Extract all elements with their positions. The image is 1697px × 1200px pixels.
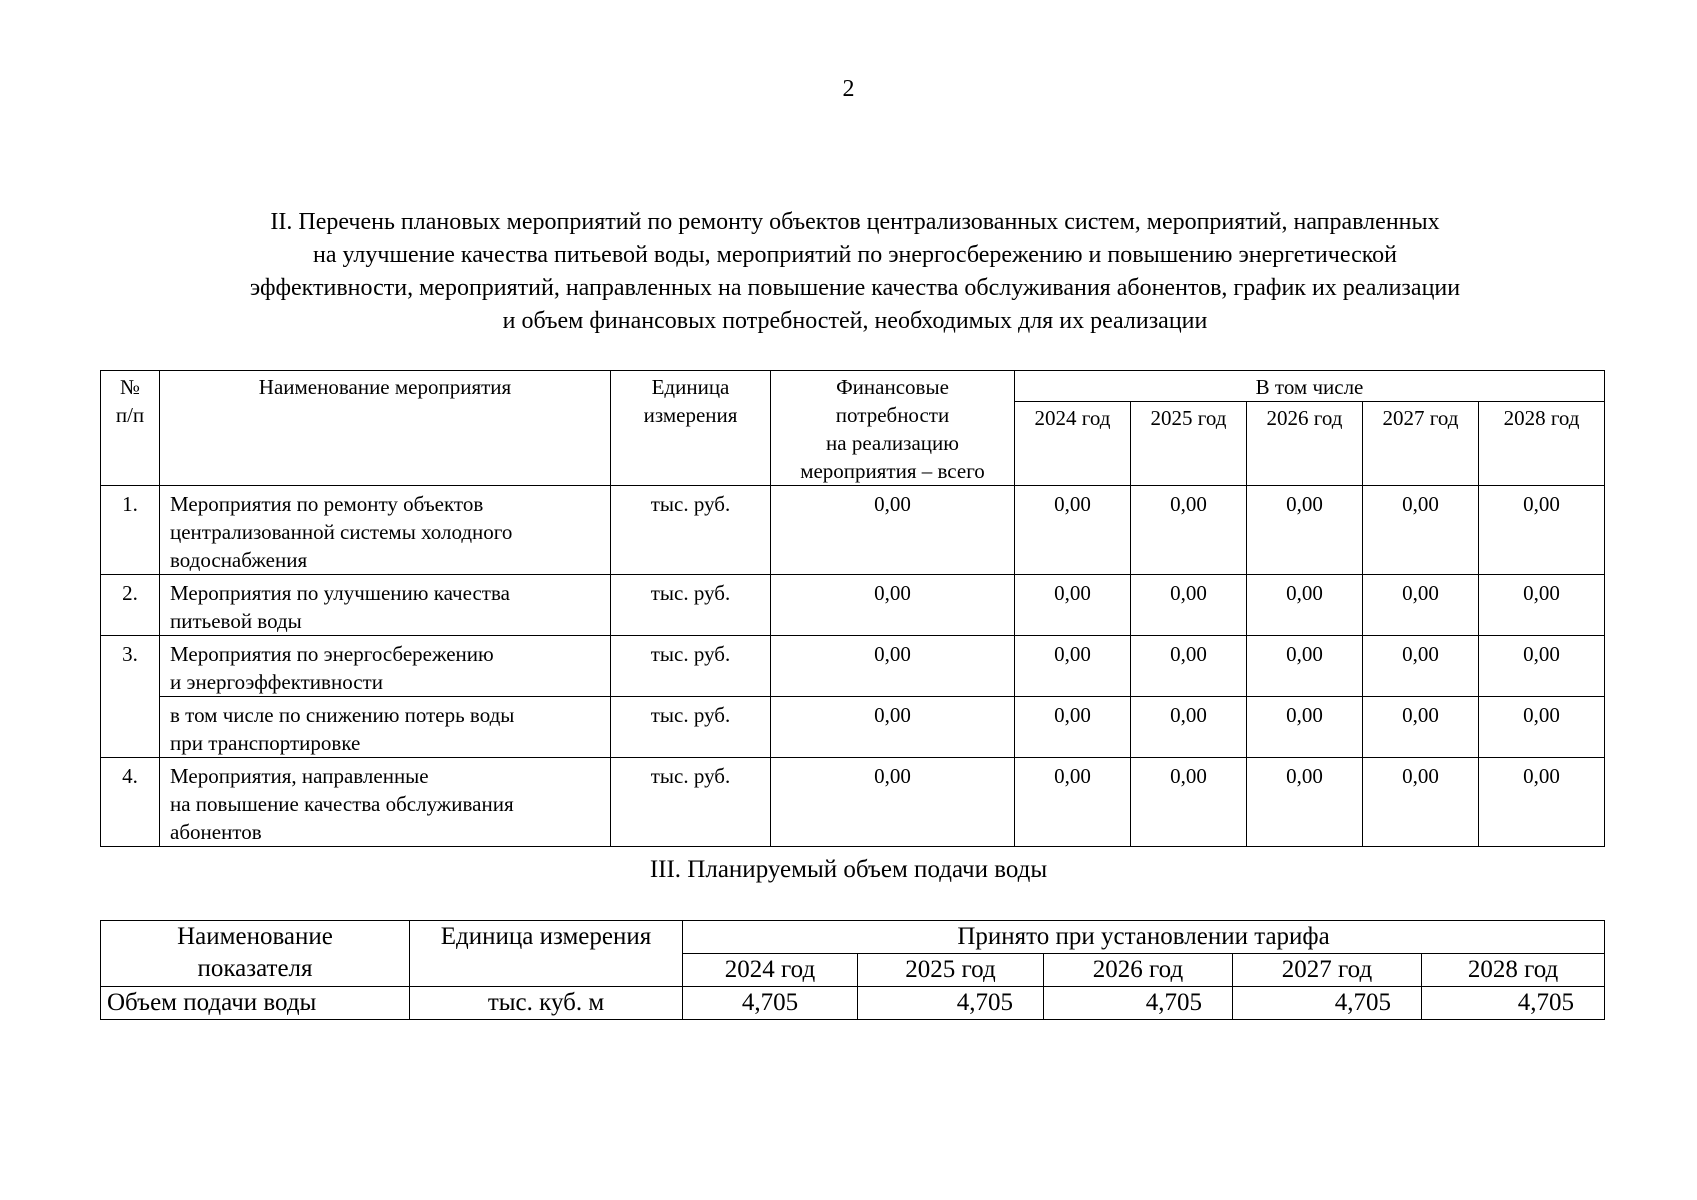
row-name	[160, 758, 611, 847]
row-year-value: 0,00	[1247, 575, 1363, 636]
header-year: 2027 год	[1233, 954, 1422, 987]
row-name-line: Мероприятия, направленные	[170, 764, 429, 788]
table-row	[101, 987, 1605, 1020]
row-num: 4.	[101, 758, 160, 847]
row-unit: тыс. руб.	[611, 486, 771, 575]
section-2-title-line: II. Перечень плановых мероприятий по ремонту объектов централизованных систем, мероприятий, направленных	[270, 209, 1440, 235]
header-year: 2026 год	[1044, 954, 1233, 987]
row-year-value: 4,705	[683, 987, 858, 1020]
header-finance-line: мероприятия – всего	[800, 459, 985, 483]
row-name-line: в том числе по снижению потерь воды	[170, 703, 515, 727]
row-num: 1.	[101, 486, 160, 575]
row-total: 0,00	[771, 758, 1015, 847]
section-3-title: III. Планируемый объем подачи воды	[649, 856, 1048, 883]
header-finance	[771, 371, 1015, 486]
header-indicator-line: Наименование	[177, 923, 333, 950]
header-name: Наименование мероприятия	[160, 371, 611, 486]
row-unit: тыс. руб.	[611, 758, 771, 847]
row-year-value: 0,00	[1363, 758, 1479, 847]
row-year-value: 0,00	[1247, 758, 1363, 847]
volume-header-row	[101, 921, 1605, 954]
row-year-value: 0,00	[1015, 758, 1131, 847]
header-finance-line: Финансовые	[836, 375, 949, 399]
header-unit	[611, 371, 771, 486]
row-name	[160, 486, 611, 575]
row-year-value: 0,00	[1363, 575, 1479, 636]
row-name-line: Мероприятия по улучшению качества	[170, 581, 510, 605]
row-year-value: 0,00	[1131, 636, 1247, 697]
header-year: 2027 год	[1363, 402, 1479, 486]
header-year: 2028 год	[1422, 954, 1605, 987]
row-total: 0,00	[771, 486, 1015, 575]
section-2-title-line: на улучшение качества питьевой воды, мероприятий по энергосбережению и повышению энергетической	[312, 242, 1398, 268]
header-unit-line: Единица	[651, 375, 730, 399]
row-year-value: 0,00	[1131, 575, 1247, 636]
header-year: 2026 год	[1247, 402, 1363, 486]
row-name-line: Мероприятия по энергосбережению	[170, 642, 494, 666]
table-row	[101, 636, 1605, 697]
header-num	[101, 371, 160, 486]
row-year-value: 0,00	[1479, 575, 1605, 636]
header-year: 2025 год	[858, 954, 1044, 987]
row-year-value: 0,00	[1363, 697, 1479, 758]
row-year-value: 4,705	[1422, 987, 1605, 1020]
row-year-value: 0,00	[1247, 486, 1363, 575]
header-unit-line: измерения	[643, 403, 738, 427]
row-name-line: при транспортировке	[170, 731, 361, 755]
header-unit: Единица измерения	[410, 921, 683, 987]
row-year-value: 4,705	[1044, 987, 1233, 1020]
row-year-value: 0,00	[1015, 486, 1131, 575]
row-name	[160, 697, 611, 758]
row-name-line: и энергоэффективности	[170, 670, 383, 694]
header-indicator	[101, 921, 410, 987]
table-row	[101, 697, 1605, 758]
row-total: 0,00	[771, 636, 1015, 697]
water-volume-table	[100, 920, 1605, 1020]
header-year: 2028 год	[1479, 402, 1605, 486]
header-num-line: п/п	[115, 403, 145, 427]
row-unit: тыс. руб.	[611, 697, 771, 758]
section-2-title-line: и объем финансовых потребностей, необходимых для их реализации	[502, 308, 1208, 334]
row-name-line: Мероприятия по ремонту объектов	[170, 492, 484, 516]
header-indicator-line: показателя	[197, 955, 313, 982]
measures-table	[100, 370, 1605, 847]
row-year-value: 0,00	[1015, 575, 1131, 636]
row-year-value: 0,00	[1363, 636, 1479, 697]
header-accepted: Принято при установлении тарифа	[683, 921, 1605, 954]
row-name-line: централизованной системы холодного	[170, 520, 513, 544]
row-num: 3.	[101, 636, 160, 758]
row-year-value: 4,705	[858, 987, 1044, 1020]
row-unit: тыс. куб. м	[410, 987, 683, 1020]
row-year-value: 0,00	[1131, 486, 1247, 575]
section-2-title-line: эффективности, мероприятий, направленных на повышение качества обслуживания абонентов, график их реализации	[249, 275, 1461, 301]
row-unit: тыс. руб.	[611, 575, 771, 636]
row-year-value: 0,00	[1479, 486, 1605, 575]
table-row	[101, 486, 1605, 575]
row-year-value: 0,00	[1015, 697, 1131, 758]
row-year-value: 0,00	[1015, 636, 1131, 697]
row-year-value: 0,00	[1247, 697, 1363, 758]
header-year: 2025 год	[1131, 402, 1247, 486]
header-year: 2024 год	[683, 954, 858, 987]
row-name	[160, 575, 611, 636]
row-num: 2.	[101, 575, 160, 636]
row-year-value: 0,00	[1131, 697, 1247, 758]
row-name-line: на повышение качества обслуживания	[170, 792, 514, 816]
row-year-value: 4,705	[1233, 987, 1422, 1020]
row-year-value: 0,00	[1479, 697, 1605, 758]
row-name-line: питьевой воды	[170, 609, 302, 633]
row-year-value: 0,00	[1479, 758, 1605, 847]
table-row	[101, 575, 1605, 636]
table-row	[101, 758, 1605, 847]
header-including: В том числе	[1015, 371, 1605, 402]
row-year-value: 0,00	[1131, 758, 1247, 847]
row-indicator: Объем подачи воды	[101, 987, 410, 1020]
header-year: 2024 год	[1015, 402, 1131, 486]
page-number: 2	[842, 76, 855, 102]
row-name-line: водоснабжения	[170, 548, 308, 572]
row-year-value: 0,00	[1247, 636, 1363, 697]
row-name	[160, 636, 611, 697]
header-finance-line: на реализацию	[826, 431, 959, 455]
measures-header-row	[101, 371, 1605, 402]
row-year-value: 0,00	[1363, 486, 1479, 575]
row-total: 0,00	[771, 575, 1015, 636]
header-num-line: №	[119, 375, 141, 399]
row-year-value: 0,00	[1479, 636, 1605, 697]
header-finance-line: потребности	[835, 403, 950, 427]
row-total: 0,00	[771, 697, 1015, 758]
section-2-title	[120, 206, 1590, 338]
row-name-line: абонентов	[170, 820, 262, 844]
row-unit: тыс. руб.	[611, 636, 771, 697]
